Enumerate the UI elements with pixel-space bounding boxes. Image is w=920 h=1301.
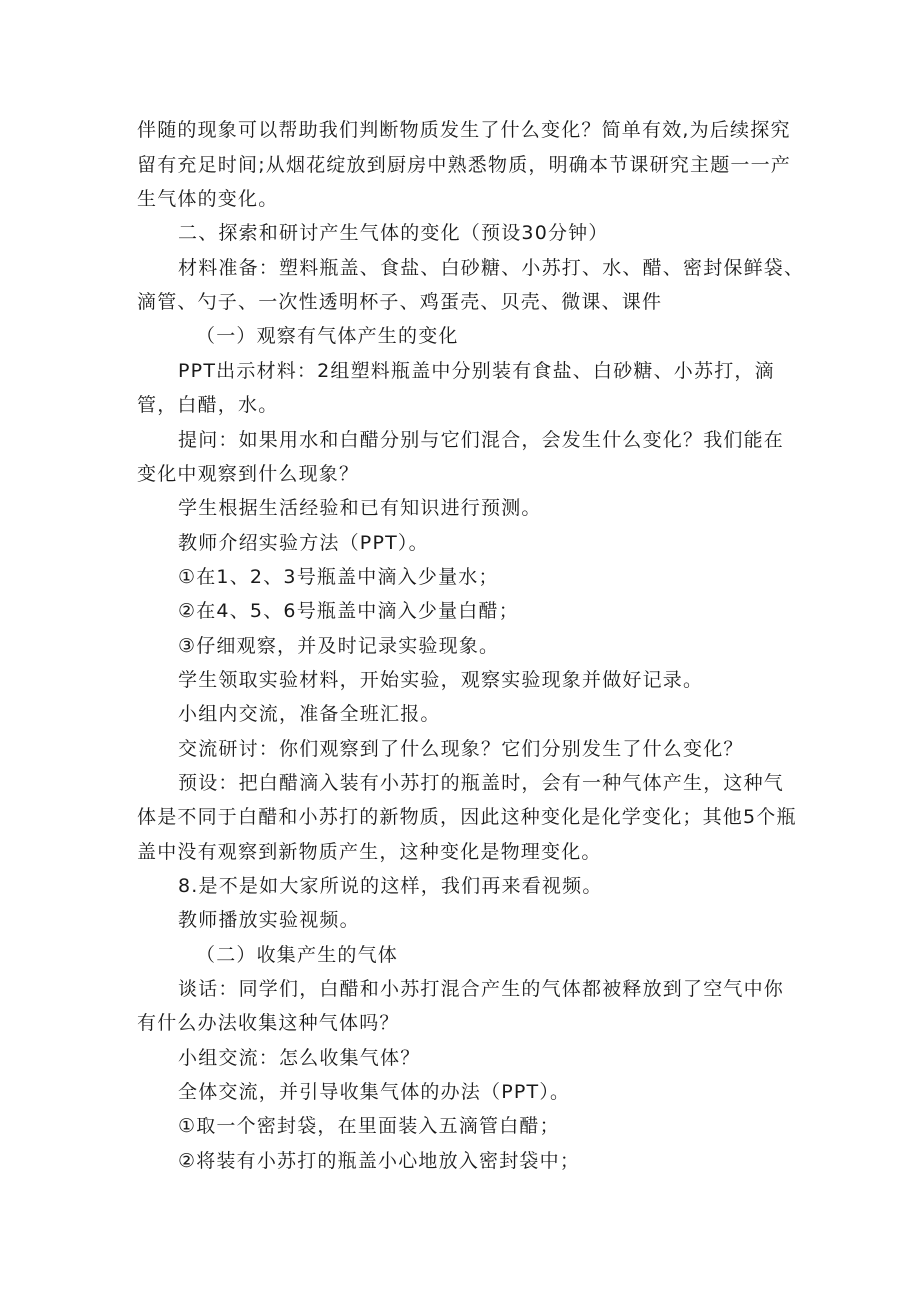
paragraph-line: 留有充足时间;从烟花绽放到厨房中熟悉物质，明确本节课研究主题一一产 — [137, 154, 792, 176]
paragraph-line: 盖中没有观察到新物质产生，这种变化是物理变化。 — [137, 841, 602, 863]
paragraph-line: 教师介绍实验方法（PPT）。 — [178, 532, 429, 554]
paragraph-line: 小组内交流，准备全班汇报。 — [178, 703, 441, 725]
list-item: ①取一个密封袋，在里面装入五滴管白醋； — [178, 1115, 560, 1137]
paragraph-line: 教师播放实验视频。 — [178, 909, 360, 931]
list-item: ②在4、5、6号瓶盖中滴入少量白醋； — [178, 600, 519, 622]
paragraph-line: 有什么办法收集这种气体吗？ — [137, 1012, 400, 1034]
paragraph-line: 提问：如果用水和白醋分别与它们混合，会发生什么变化？我们能在 — [178, 429, 785, 451]
paragraph-line: 管，白醋，水。 — [137, 394, 279, 416]
paragraph-line: 谈话：同学们，白醋和小苏打混合产生的气体都被释放到了空气中你 — [178, 978, 785, 1000]
paragraph-line: 全体交流，并引导收集气体的办法（PPT）。 — [178, 1081, 571, 1103]
paragraph-line: 预设：把白醋滴入装有小苏打的瓶盖时，会有一种气体产生，这种气 — [178, 772, 785, 794]
subsection-heading: （一）观察有气体产生的变化 — [196, 325, 459, 347]
paragraph-line: 滴管、勺子、一次性透明杯子、鸡蛋壳、贝壳、微课、课件 — [137, 291, 663, 313]
paragraph-line: PPT出示材料：2组塑料瓶盖中分别装有食盐、白砂糖、小苏打，滴 — [178, 360, 775, 382]
paragraph-line: 变化中观察到什么现象？ — [137, 463, 360, 485]
paragraph-line: 伴随的现象可以帮助我们判断物质发生了什么变化？简单有效,为后续探究 — [137, 119, 791, 141]
paragraph-line: 生气体的变化。 — [137, 188, 279, 210]
paragraph-line: 体是不同于白醋和小苏打的新物质，因此这种变化是化学变化；其他5个瓶 — [137, 806, 797, 828]
subsection-heading: （二）收集产生的气体 — [196, 944, 399, 966]
list-item: ②将装有小苏打的瓶盖小心地放入密封袋中； — [178, 1150, 581, 1172]
paragraph-line: 小组交流：怎么收集气体？ — [178, 1047, 421, 1069]
paragraph-line: 学生根据生活经验和已有知识进行预测。 — [178, 497, 542, 519]
list-item: ③仔细观察，并及时记录实验现象。 — [178, 635, 500, 657]
list-item: ①在1、2、3号瓶盖中滴入少量水； — [178, 566, 499, 588]
paragraph-line: 材料准备：塑料瓶盖、食盐、白砂糖、小苏打、水、醋、密封保鲜袋、 — [178, 257, 805, 279]
section-heading: 二、探索和研讨产生气体的变化（预设30分钟） — [178, 222, 609, 244]
paragraph-line: 8.是不是如大家所说的这样，我们再来看视频。 — [178, 875, 603, 897]
paragraph-line: 学生领取实验材料，开始实验，观察实验现象并做好记录。 — [178, 669, 704, 691]
paragraph-line: 交流研讨：你们观察到了什么现象？它们分别发生了什么变化？ — [178, 738, 744, 760]
